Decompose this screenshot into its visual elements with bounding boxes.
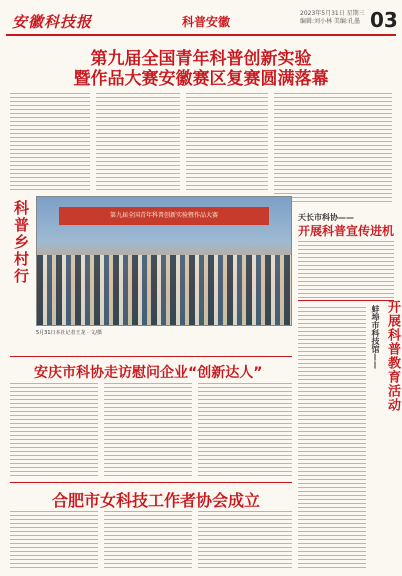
side-divider	[298, 300, 394, 301]
masthead	[6, 8, 396, 36]
side-article2-title: 开展科普教育活动	[385, 300, 400, 412]
section-name: 科普安徽	[182, 15, 231, 29]
article4-top-rule	[10, 482, 292, 483]
side-article-title: 开展科普宣传进机	[298, 224, 395, 238]
article3-body-col3	[198, 382, 292, 478]
banner-text: 第九届全国青年科普创新实验暨作品大赛	[109, 212, 218, 219]
newspaper-logo: 安徽科技报	[12, 13, 93, 31]
crowd-image	[37, 255, 291, 325]
lead-body-col3	[186, 92, 268, 192]
side-article2-kicker: 蚌埠市科技馆——	[371, 305, 380, 369]
article3-body-col2	[104, 382, 192, 478]
lead-headline-line1: 第九届全国青年科普创新实验	[90, 49, 312, 69]
side-article-kicker: 天长市科协——	[298, 213, 354, 222]
article4-body-col1	[10, 510, 98, 568]
issue-date: 2023年5月31日 星期三	[300, 10, 365, 17]
lead-body-col2	[96, 92, 180, 192]
article4-body-col3	[198, 510, 292, 568]
photo-caption: 5月31日本社记者王龙 · 文/摄	[36, 330, 102, 336]
vertical-column-title: 科普乡村行	[12, 200, 30, 285]
article3-body-col1	[10, 382, 98, 478]
lead-body-col4	[274, 92, 392, 204]
article4-body-col2	[104, 510, 192, 568]
side-article-body	[298, 240, 394, 298]
event-photo	[36, 196, 292, 326]
page-number: 03	[370, 8, 398, 32]
article3-top-rule	[10, 356, 292, 357]
lead-headline-line2: 暨作品大赛安徽赛区复赛圆满落幕	[73, 69, 329, 89]
article3-title: 安庆市科协走访慰问企业“创新达人”	[34, 365, 263, 381]
lead-body-col1	[10, 92, 90, 192]
article4-title: 合肥市女科技工作者协会成立	[52, 491, 261, 510]
date-block	[300, 10, 365, 26]
editor-line: 编辑:刘小林 美编:孔墨	[300, 18, 360, 25]
side-article2-body	[298, 306, 366, 568]
event-banner	[59, 207, 269, 225]
